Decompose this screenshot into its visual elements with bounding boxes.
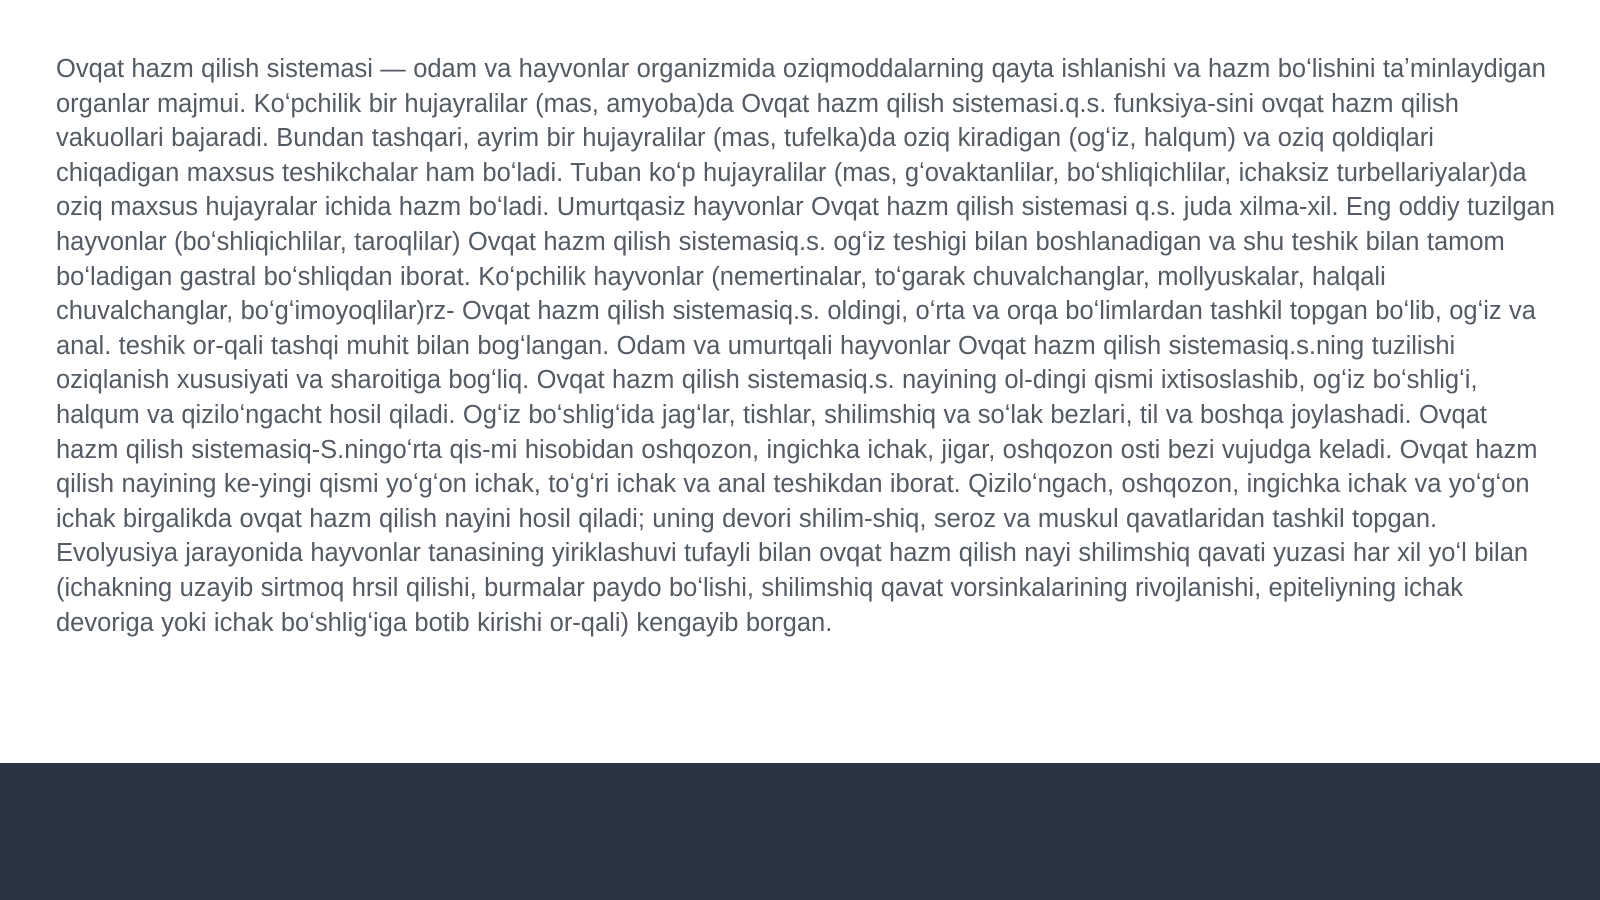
footer-bar: [0, 763, 1600, 900]
body-paragraph: Ovqat hazm qilish sistemasi — odam va hayvonlar organizmida oziqmoddalarning qayta ishlanishi va hazm boʻlishini taʼminlaydigan organlar majmui. Koʻpchilik bir hujayralilar (mas, amyoba)da Ovqat hazm qilish sistemasi.q.s. funksiya-sini ovqat hazm qilish vakuollari bajaradi. Bundan tashqari, ayrim bir hujayralilar (mas, tufelka)da oziq kiradigan (ogʻiz, halqum) va oziq qoldiqlari chiqadigan maxsus teshikchalar ham boʻladi. Tuban koʻp hujayralilar (mas, gʻovaktanlilar, boʻshliqichlilar, ichaksiz turbellariyalar)da oziq maxsus hujayralar ichida hazm boʻladi. Umurtqasiz hayvonlar Ovqat hazm qilish sistemasi q.s. juda xilma-xil. Eng oddiy tuzilgan hayvonlar (boʻshliqichlilar, taroqlilar) Ovqat hazm qilish sistemasiq.s. ogʻiz teshigi bilan boshlanadigan va shu teshik bilan tamom boʻladigan gastral boʻshliqdan iborat. Koʻpchilik hayvonlar (nemertinalar, toʻgarak chuvalchanglar, mollyuskalar, halqali chuvalchanglar, boʻgʻimoyoqlilar)rz- Ovqat hazm qilish sistemasiq.s. oldingi, oʻrta va orqa boʻlimlardan tashkil topgan boʻlib, ogʻiz va anal. teshik or-qali tashqi muhit bilan bogʻlangan. Odam va umurtqali hayvonlar Ovqat hazm qilish sistemasiq.s.ning tuzilishi oziqlanish xususiyati va sharoitiga bogʻliq. Ovqat hazm qilish sistemasiq.s. nayining ol-dingi qismi ixtisoslashib, ogʻiz boʻshligʻi, halqum va qiziloʻngacht hosil qiladi. Ogʻiz boʻshligʻida jagʻlar, tishlar, shilimshiq va soʻlak bezlari, til va boshqa joylashadi. Ovqat hazm qilish sistemasiq-S.ningoʻrta qis-mi hisobidan oshqozon, ingichka ichak, jigar, oshqozon osti bezi vujudga keladi. Ovqat hazm qilish nayining ke-yingi qismi yoʻgʻon ichak, toʻgʻri ichak va anal teshikdan iborat. Qiziloʻngach, oshqozon, ingichka ichak va yoʻgʻon ichak birgalikda ovqat hazm qilish nayini hosil qiladi; uning devori shilim-shiq, seroz va muskul qavatlaridan tashkil topgan. Evolyusiya jarayonida hayvonlar tanasining yiriklashuvi tufayli bilan ovqat hazm qilish nayi shilimshiq qavati yuzasi har xil yoʻl bilan (ichakning uzayib sirtmoq hrsil qilishi, burmalar paydo boʻlishi, shilimshiq qavat vorsinkalarining rivojlanishi, epiteliyning ichak devoriga yoki ichak boʻshligʻiga botib kirishi or-qali) kengayib borgan.: [56, 55, 1555, 637]
